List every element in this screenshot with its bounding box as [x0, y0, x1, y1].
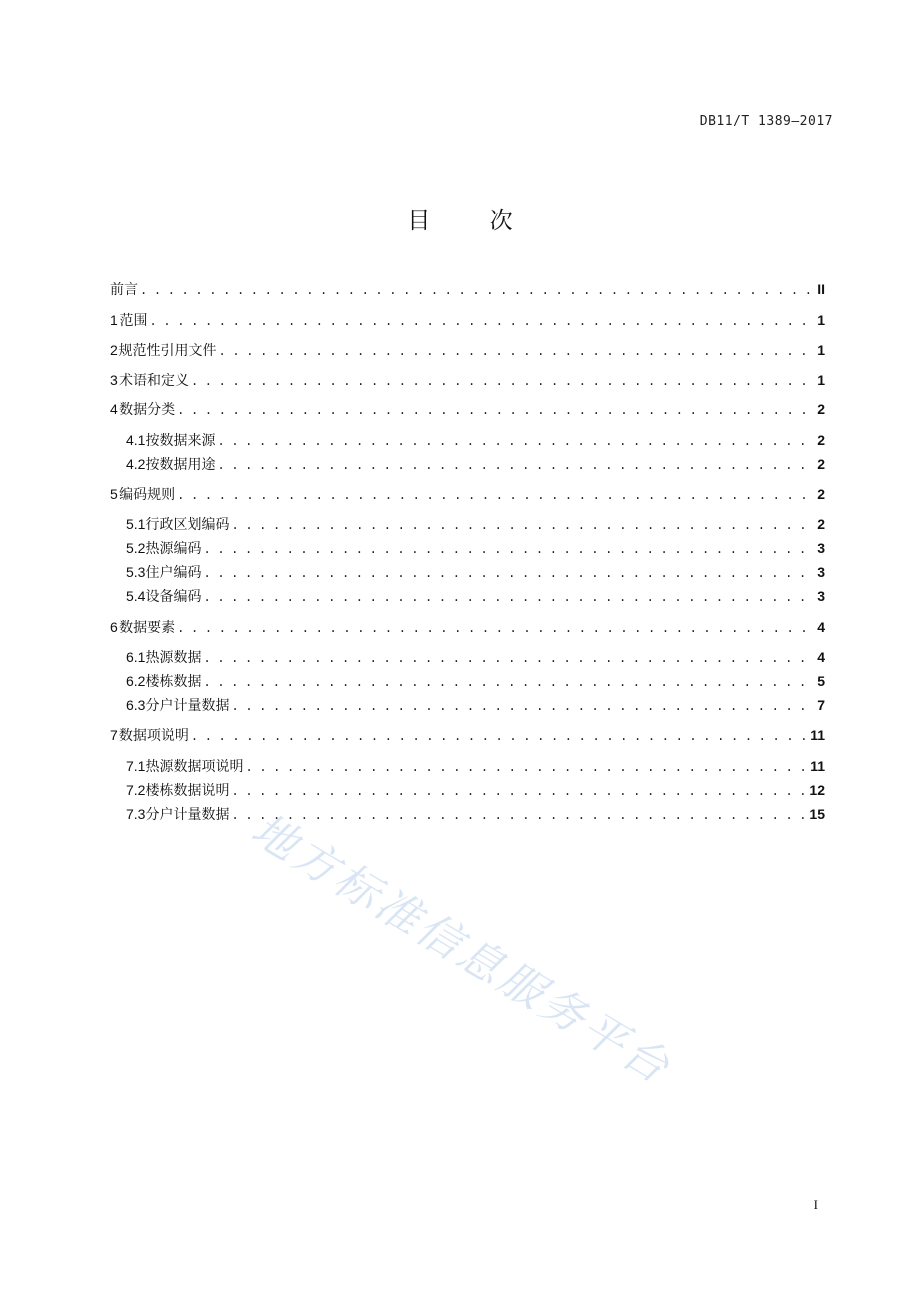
toc-dot-leader	[191, 371, 813, 391]
toc-entry[interactable]	[126, 562, 825, 582]
toc-entry-label: 按数据用途	[145, 457, 216, 473]
toc-entry-page: 2	[817, 401, 825, 417]
toc-dot-leader	[140, 280, 813, 300]
toc-entry-label: 热源数据项说明	[145, 759, 244, 775]
toc-entry-number: 7	[110, 727, 118, 743]
toc-entry-page: 2	[817, 486, 825, 502]
toc-entry-label: 热源编码	[145, 541, 202, 557]
toc-dot-leader	[203, 563, 813, 583]
toc-entry[interactable]	[126, 586, 825, 606]
toc-dot-leader	[217, 431, 813, 451]
toc-entry-page: 11	[810, 758, 825, 774]
toc-entry-label: 规范性引用文件	[118, 343, 217, 359]
toc-entry-label: 术语和定义	[118, 373, 189, 389]
toc-entry-number: 6.3	[126, 697, 146, 713]
toc-dot-leader	[203, 539, 813, 559]
toc-entry-label: 按数据来源	[145, 433, 216, 449]
toc-entry-number: 3	[110, 372, 118, 388]
toc-entry-number: 7.3	[126, 806, 146, 822]
toc-entry-number: 5	[110, 486, 118, 502]
toc-entry[interactable]	[126, 671, 825, 691]
toc-entry[interactable]	[126, 804, 825, 824]
document-code: DB11/T 1389—2017	[699, 114, 833, 129]
watermark: 地方标准信息服务平台	[242, 803, 681, 1095]
toc-entry-label: 分户计量数据	[145, 807, 230, 823]
toc-entry-label: 设备编码	[145, 589, 202, 605]
toc-entry-page: II	[817, 281, 825, 297]
toc-dot-leader	[217, 455, 813, 475]
toc-dot-leader	[231, 781, 805, 801]
toc-entry[interactable]	[126, 780, 825, 800]
toc-entry[interactable]	[126, 454, 825, 474]
toc-entry-label: 楼栋数据	[145, 674, 202, 690]
toc-dot-leader	[191, 726, 806, 746]
toc-dot-leader	[203, 587, 813, 607]
toc-entry-number: 4.1	[126, 432, 146, 448]
toc-entry[interactable]	[126, 647, 825, 667]
toc-entry[interactable]	[110, 370, 825, 390]
toc-entry-number: 5.4	[126, 588, 146, 604]
toc-dot-leader	[219, 341, 814, 361]
toc-entry[interactable]	[110, 399, 825, 419]
toc-entry[interactable]	[110, 340, 825, 360]
toc-entry-label: 行政区划编码	[145, 517, 230, 533]
toc-dot-leader	[177, 485, 813, 505]
toc-entry-page: 11	[810, 727, 825, 743]
toc-entry-label: 范围	[119, 313, 148, 329]
toc-entry-page: 1	[817, 372, 825, 388]
toc-entry-number: 4	[110, 401, 118, 417]
toc-entry-label: 热源数据	[145, 650, 202, 666]
toc-entry-page: 3	[817, 564, 825, 580]
toc-entry[interactable]	[110, 484, 825, 504]
toc-entry-page: 3	[817, 588, 825, 604]
toc-entry-number: 4.2	[126, 456, 146, 472]
toc-entry[interactable]	[110, 725, 825, 745]
toc-entry-label: 前言	[110, 282, 138, 298]
toc-entry-number: 6.1	[126, 649, 146, 665]
toc-entry[interactable]	[126, 538, 825, 558]
toc-entry-label: 楼栋数据说明	[145, 783, 230, 799]
toc-entry-page: 4	[817, 619, 825, 635]
toc-entry-page: 2	[817, 456, 825, 472]
toc-dot-leader	[231, 515, 813, 535]
toc-entry-number: 5.2	[126, 540, 146, 556]
toc-entry-number: 1	[110, 312, 118, 328]
toc-entry-number: 6.2	[126, 673, 146, 689]
toc-entry-page: 2	[817, 516, 825, 532]
toc-entry-page: 1	[817, 312, 825, 328]
toc-entry[interactable]	[110, 279, 825, 299]
toc-entry[interactable]	[126, 695, 825, 715]
toc-entry-label: 数据分类	[119, 402, 176, 418]
toc-entry-number: 7.1	[126, 758, 146, 774]
toc-dot-leader	[203, 648, 813, 668]
toc-entry-number: 6	[110, 619, 118, 635]
toc-dot-leader	[177, 618, 813, 638]
toc-entry[interactable]	[126, 756, 825, 776]
toc-entry-page: 1	[817, 342, 825, 358]
toc-entry-number: 5.3	[126, 564, 146, 580]
toc-entry-page: 7	[817, 697, 825, 713]
toc-entry[interactable]	[110, 310, 825, 330]
toc-entry[interactable]	[126, 430, 825, 450]
toc-dot-leader	[231, 805, 805, 825]
toc-entry-label: 数据项说明	[118, 728, 189, 744]
toc-dot-leader	[245, 757, 806, 777]
toc-dot-leader	[203, 672, 813, 692]
toc-dot-leader	[231, 696, 813, 716]
toc-entry-label: 住户编码	[145, 565, 202, 581]
toc-entry-label: 分户计量数据	[145, 698, 230, 714]
toc-entry-page: 3	[817, 540, 825, 556]
toc-entry-number: 5.1	[126, 516, 146, 532]
toc-entry-label: 编码规则	[119, 487, 176, 503]
toc-entry-page: 2	[817, 432, 825, 448]
toc-dot-leader	[150, 311, 814, 331]
toc-entry-number: 2	[110, 342, 118, 358]
toc-entry-label: 数据要素	[119, 620, 176, 636]
toc-entry-page: 12	[809, 782, 825, 798]
toc-entry-page: 5	[817, 673, 825, 689]
toc-entry-page: 15	[809, 806, 825, 822]
toc-entry-number: 7.2	[126, 782, 146, 798]
toc-entry[interactable]	[126, 514, 825, 534]
toc-entry[interactable]	[110, 617, 825, 637]
toc-title: 目 次	[407, 208, 539, 234]
page-number: I	[813, 1197, 818, 1212]
toc-entry-page: 4	[817, 649, 825, 665]
toc-dot-leader	[177, 400, 813, 420]
